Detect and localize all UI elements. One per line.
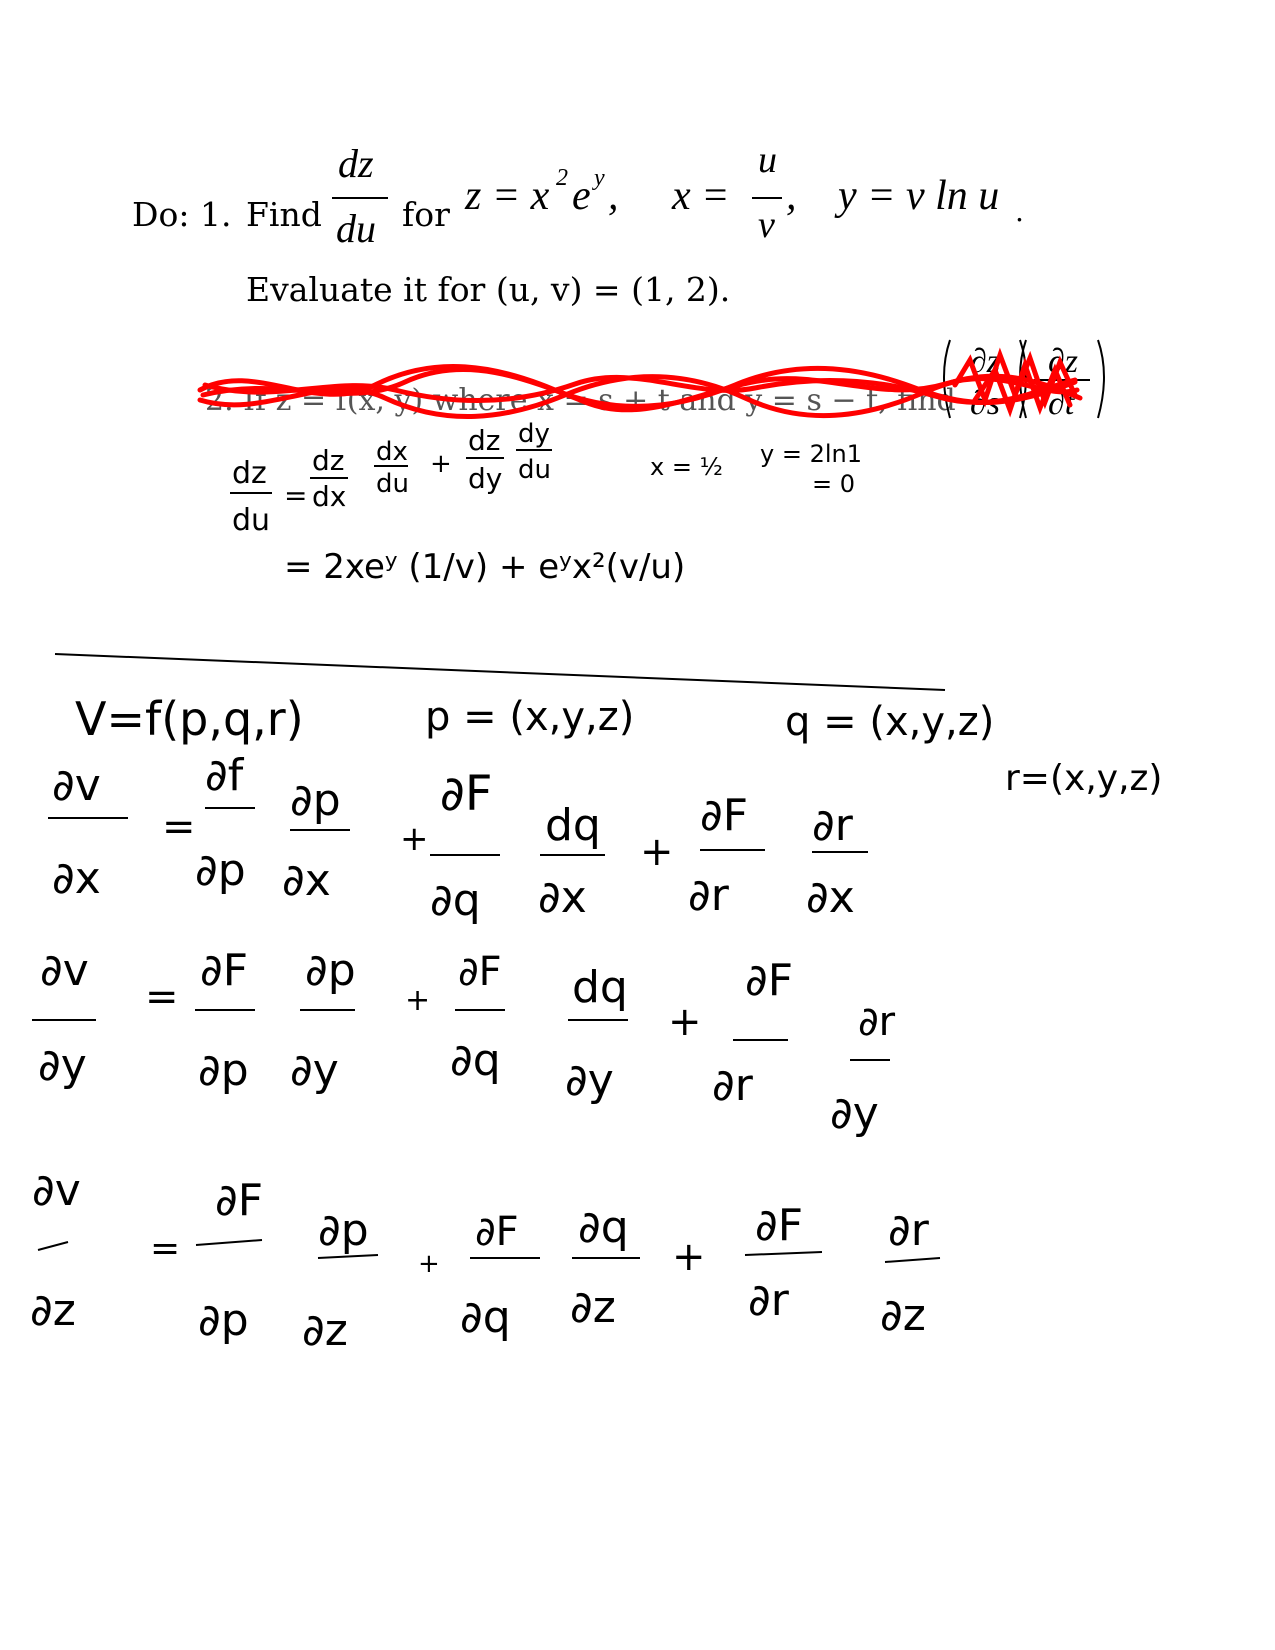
- row-y-t2a-den: ∂q: [450, 1035, 501, 1086]
- problem-number: 1.: [200, 195, 232, 234]
- row-x-t3b-num: ∂r: [812, 800, 853, 851]
- handwritten-multivar-chain-rule: [30, 692, 1162, 1356]
- row-z-t1a-num: ∂F: [215, 1175, 264, 1226]
- hw-v-def: V=f(p,q,r): [75, 692, 304, 746]
- row-y-t1a-num: ∂F: [200, 945, 249, 996]
- row-x-plus-2: +: [640, 829, 674, 875]
- row-x-t1a-den: ∂p: [195, 845, 246, 896]
- hw-result-line: = 2xeʸ (1/v) + eʸx²(v/u): [284, 547, 686, 587]
- hw-p-def: p = (x,y,z): [425, 694, 635, 740]
- row-x-t1b-den: ∂x: [282, 855, 331, 906]
- row-x-lhs-den: ∂x: [52, 853, 101, 904]
- hw-dydu-num: dy: [518, 419, 550, 449]
- hw-row-x: [48, 750, 868, 926]
- hw-eq: =: [284, 479, 308, 512]
- equation-x: x =: [672, 173, 730, 219]
- svg-text:∂z: ∂z: [1048, 343, 1079, 380]
- equation-z: z = x: [465, 173, 550, 219]
- hw-dzdx-num: dz: [312, 444, 345, 477]
- hw-plus: +: [430, 449, 452, 479]
- row-z-t3b-num: ∂r: [888, 1205, 929, 1256]
- hw-row-z: [30, 1165, 940, 1356]
- hw-dzdx-den: dx: [312, 480, 347, 513]
- comma-2: ,: [786, 173, 797, 219]
- row-y-t2a-num: ∂F: [458, 949, 502, 995]
- row-x-t3b-den: ∂x: [806, 872, 855, 923]
- row-z-t3b-den: ∂z: [880, 1290, 926, 1341]
- equation-z-e: e: [572, 173, 591, 219]
- row-y-t2b-num: dq: [572, 962, 628, 1013]
- row-y-lhs-den: ∂y: [38, 1040, 87, 1091]
- hw-q-def: q = (x,y,z): [785, 699, 995, 745]
- hw-x-value: x = ½: [650, 453, 723, 481]
- row-z-t2b-den: ∂z: [570, 1282, 616, 1333]
- hw-du: du: [232, 503, 271, 538]
- evaluate-instruction: Evaluate it for (u, v) = (1, 2).: [246, 270, 731, 309]
- fraction-numerator: dz: [338, 141, 374, 186]
- hw-dzdy-den: dy: [468, 462, 503, 495]
- hw-dydu-den: du: [518, 455, 551, 485]
- x-numerator: u: [758, 139, 777, 181]
- hw-dxdu-den: du: [376, 469, 409, 499]
- equation-z-exponent: 2: [556, 165, 568, 191]
- row-z-t1b-num: ∂p: [318, 1205, 369, 1256]
- comma-1: ,: [608, 173, 619, 219]
- row-z-plus-2: +: [672, 1234, 706, 1280]
- row-y-t3a-num: ∂F: [745, 955, 794, 1006]
- find-word: Find: [246, 195, 322, 234]
- row-y-t2b-den: ∂y: [565, 1055, 614, 1106]
- hw-y-value: y = 2ln1: [760, 440, 862, 468]
- row-z-t3a-den: ∂r: [748, 1275, 789, 1326]
- row-x-t3a-num: ∂F: [700, 790, 749, 841]
- hw-dzdy-num: dz: [468, 424, 501, 457]
- row-y-t3b-den: ∂y: [830, 1088, 879, 1139]
- row-z-lhs-num: ∂v: [32, 1165, 81, 1216]
- hw-row-y: [32, 945, 896, 1139]
- equation-y: y = v ln u: [838, 173, 1000, 219]
- struck-problem-text: 2. If z = f(x, y) where x = s + t and y = s − t, find: [205, 383, 956, 418]
- row-y-plus-2: +: [668, 999, 702, 1045]
- divider-line: [55, 654, 945, 690]
- row-z-eq: =: [150, 1228, 181, 1269]
- for-word: for: [402, 195, 450, 234]
- row-x-lhs-num: ∂v: [52, 760, 101, 811]
- svg-text:∂z: ∂z: [970, 343, 1001, 380]
- row-x-t2a-num: ∂F: [440, 766, 493, 822]
- row-y-t1a-den: ∂p: [198, 1045, 249, 1096]
- row-x-eq: =: [162, 804, 196, 850]
- row-x-t2a-den: ∂q: [430, 875, 481, 926]
- do-label: Do:: [132, 195, 190, 234]
- handwritten-chain-rule: [230, 419, 862, 587]
- row-z-t2a-num: ∂F: [475, 1209, 519, 1255]
- row-z-lhs-den: ∂z: [30, 1285, 76, 1336]
- row-y-t1b-num: ∂p: [305, 945, 356, 996]
- row-x-t2b-num: dq: [545, 800, 601, 851]
- row-y-eq: =: [145, 974, 179, 1020]
- x-denominator: v: [758, 204, 775, 246]
- row-z-t2b-num: ∂q: [578, 1202, 629, 1253]
- row-x-t1a-num: ∂f: [205, 750, 244, 801]
- row-x-t2b-den: ∂x: [538, 872, 587, 923]
- row-y-t3a-den: ∂r: [712, 1060, 753, 1111]
- period: .: [1015, 195, 1024, 228]
- row-x-t3a-den: ∂r: [688, 870, 729, 921]
- row-x-t1b-num: ∂p: [290, 775, 341, 826]
- hw-dz: dz: [232, 456, 267, 491]
- row-y-lhs-num: ∂v: [40, 945, 89, 996]
- row-z-t2a-den: ∂q: [460, 1292, 511, 1343]
- row-x-plus-1: +: [400, 819, 429, 859]
- svg-text:∂s: ∂s: [970, 385, 1001, 422]
- equation-z-e-exponent: y: [594, 165, 605, 191]
- row-y-t3b-num: ∂r: [858, 999, 896, 1045]
- hw-r-def: r=(x,y,z): [1005, 758, 1163, 799]
- fraction-denominator: du: [336, 206, 376, 251]
- row-y-plus-1: +: [405, 983, 431, 1018]
- row-y-t1b-den: ∂y: [290, 1045, 339, 1096]
- row-z-t3a-num: ∂F: [755, 1200, 804, 1251]
- row-z-t1b-den: ∂z: [302, 1305, 348, 1356]
- hw-y-value-2: = 0: [812, 470, 856, 498]
- svg-text:∂t: ∂t: [1048, 385, 1075, 422]
- row-z-t1a-den: ∂p: [198, 1295, 249, 1346]
- hw-dxdu-num: dx: [376, 437, 408, 467]
- row-z-plus-1: +: [418, 1249, 440, 1279]
